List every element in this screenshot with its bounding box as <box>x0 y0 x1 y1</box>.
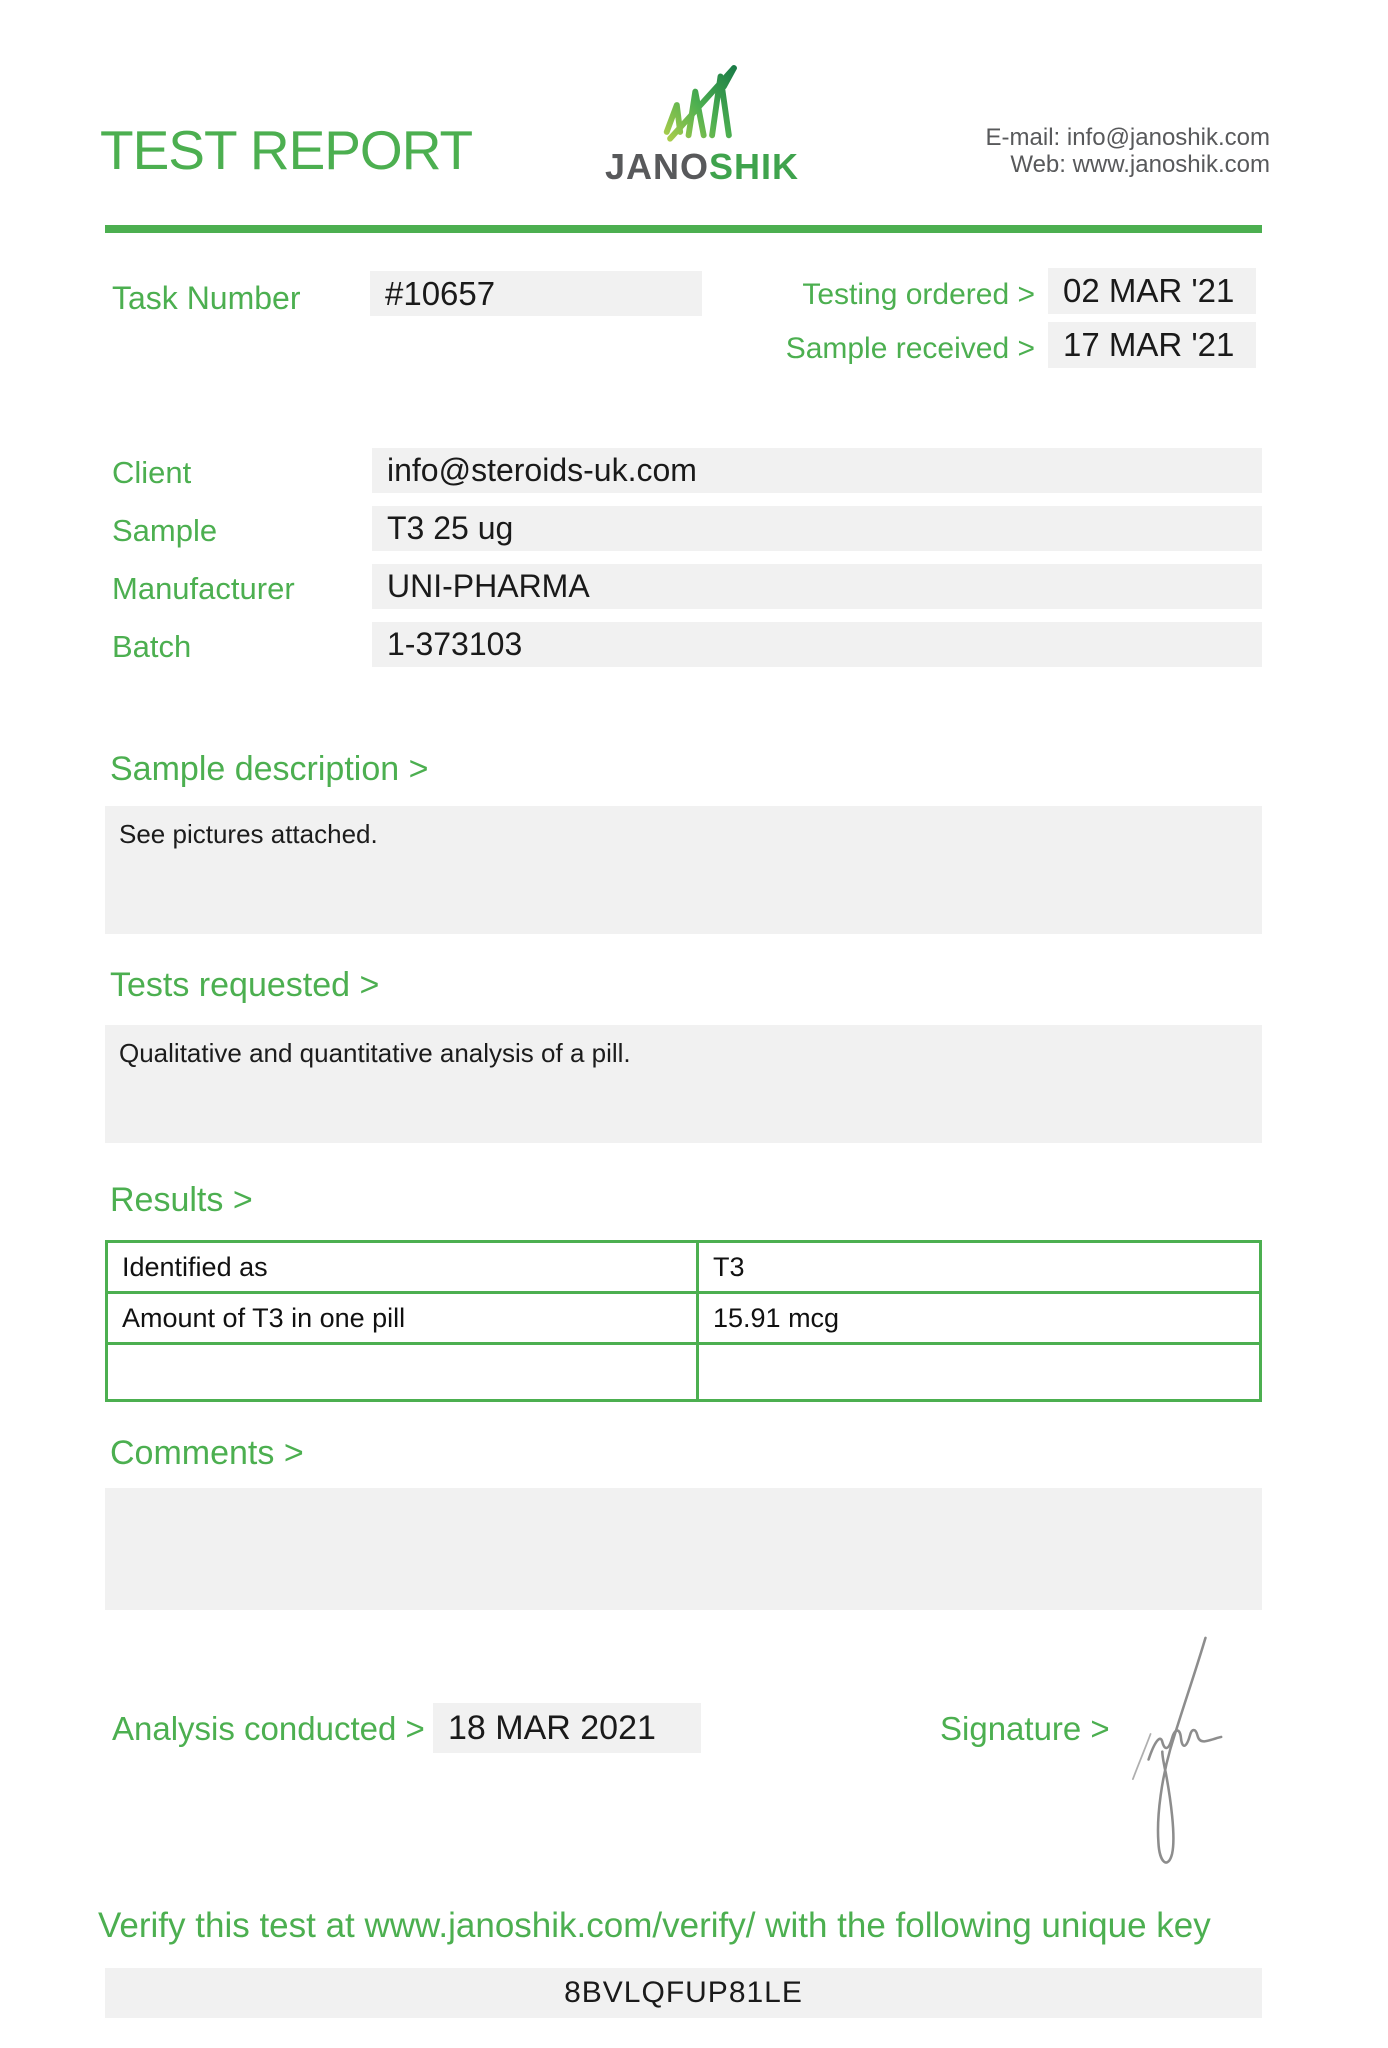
client-value: info@steroids-uk.com <box>372 448 1262 493</box>
verify-key: 8BVLQFUP81LE <box>564 1976 803 2009</box>
task-number-value: #10657 <box>370 271 702 316</box>
sample-received-value: 17 MAR '21 <box>1048 322 1256 368</box>
contact-email: E-mail: info@janoshik.com <box>985 124 1270 151</box>
contact-block <box>986 124 1270 178</box>
logo-text-shik: SHIK <box>709 146 800 187</box>
manufacturer-value: UNI-PHARMA <box>372 564 1262 609</box>
signature-label: Signature > <box>940 1710 1110 1747</box>
testing-ordered-value: 02 MAR '21 <box>1048 268 1256 314</box>
comments-heading: Comments > <box>110 1434 304 1472</box>
results-row2-value: 15.91 mcg <box>699 1294 1259 1342</box>
task-number-label: Task Number <box>112 280 301 316</box>
logo-wordmark <box>605 146 799 188</box>
results-row1-value: T3 <box>699 1243 1259 1291</box>
results-row1-name: Identified as <box>108 1243 696 1291</box>
verify-key-box <box>105 1968 1262 2018</box>
batch-label: Batch <box>112 629 192 664</box>
signature-scribble-icon <box>1118 1632 1238 1887</box>
comments-box <box>105 1488 1262 1610</box>
sample-value: T3 25 ug <box>372 506 1262 551</box>
tests-requested-text: Qualitative and quantitative analysis of a pill. <box>119 1038 631 1068</box>
results-row3-name <box>108 1345 696 1399</box>
tests-requested-heading: Tests requested > <box>110 966 380 1004</box>
janoshik-chart-logo-icon <box>660 58 744 142</box>
batch-value: 1-373103 <box>372 622 1262 667</box>
tests-requested-box <box>105 1025 1262 1143</box>
sample-description-text: See pictures attached. <box>119 819 378 849</box>
manufacturer-label: Manufacturer <box>112 571 295 606</box>
results-heading: Results > <box>110 1181 253 1219</box>
results-row2-name: Amount of T3 in one pill <box>108 1294 696 1342</box>
page-title: TEST REPORT <box>100 119 473 181</box>
logo-text-jano: JANO <box>604 146 709 187</box>
janoshik-logo <box>596 58 808 188</box>
testing-ordered-label: Testing ordered > <box>802 278 1035 311</box>
results-row3-value <box>699 1345 1259 1399</box>
client-label: Client <box>112 455 192 490</box>
header-divider <box>105 225 1262 233</box>
sample-description-heading: Sample description > <box>110 750 429 788</box>
contact-web: Web: www.janoshik.com <box>1010 151 1270 178</box>
sample-received-label: Sample received > <box>785 332 1035 365</box>
sample-description-box <box>105 806 1262 934</box>
sample-label: Sample <box>112 513 218 548</box>
analysis-conducted-value: 18 MAR 2021 <box>433 1703 701 1753</box>
verify-instruction: Verify this test at www.janoshik.com/verify/ with the following unique key <box>98 1906 1211 1945</box>
results-table <box>105 1240 1262 1402</box>
analysis-conducted-label: Analysis conducted > <box>112 1710 425 1747</box>
